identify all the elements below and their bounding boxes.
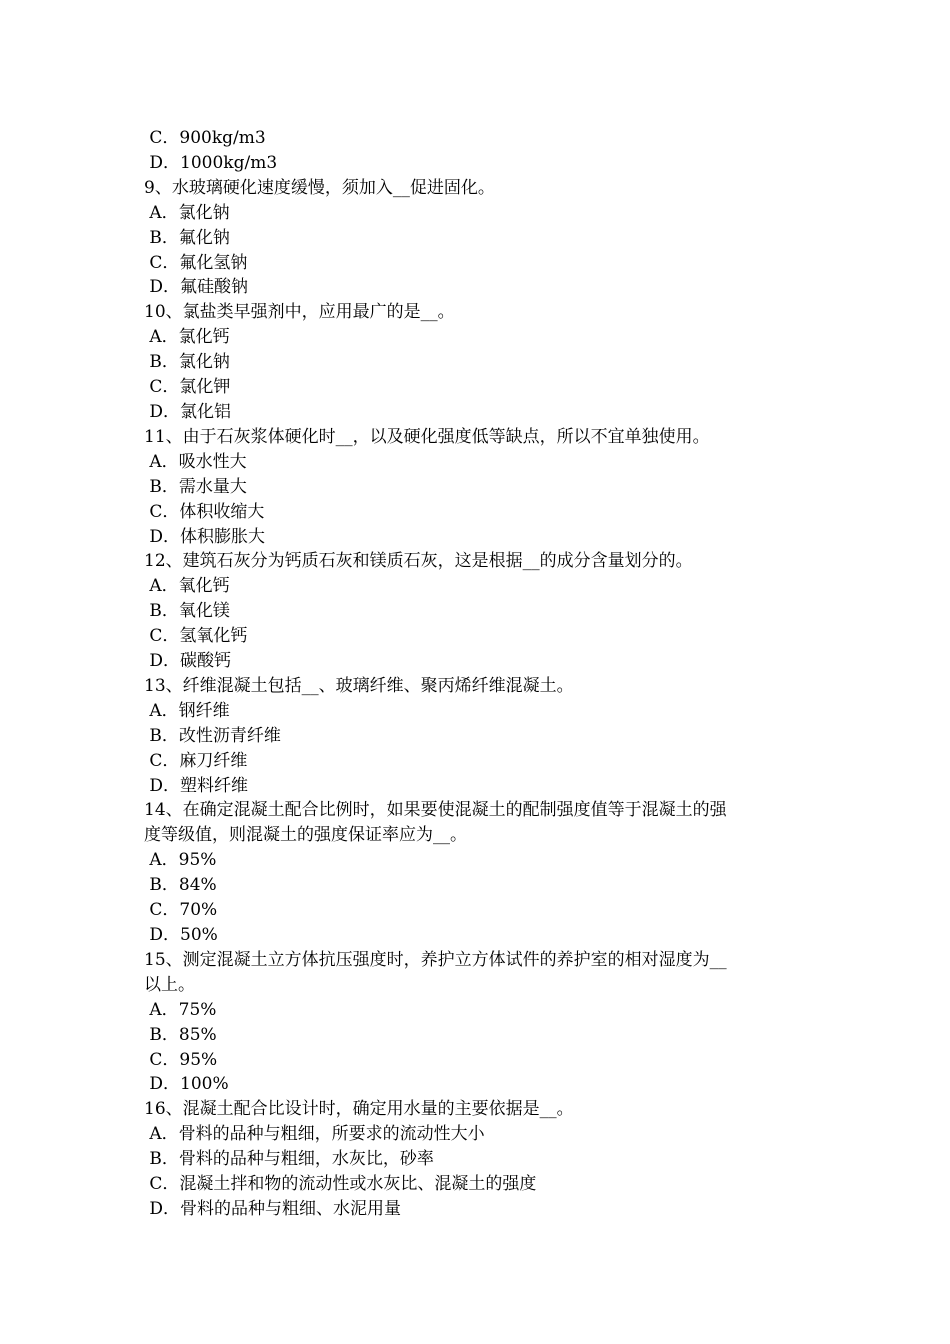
answer-option: A．氧化钙 (144, 576, 230, 597)
answer-option: C．体积收缩大 (144, 501, 265, 522)
answer-option: C．混凝土拌和物的流动性或水灰比、混凝土的强度 (144, 1174, 537, 1195)
answer-option: D．骨料的品种与粗细、水泥用量 (144, 1198, 402, 1219)
question-text: 10、氯盐类早强剂中，应用最广的是__。 (144, 302, 455, 323)
answer-option: B．氯化钠 (144, 352, 230, 373)
question-text: 度等级值，则混凝土的强度保证率应为__。 (144, 825, 467, 846)
answer-option: A．吸水性大 (144, 451, 247, 472)
question-text: 16、混凝土配合比设计时，确定用水量的主要依据是__。 (144, 1099, 574, 1120)
answer-option: D．100% (144, 1074, 229, 1095)
question-text: 13、纤维混凝土包括__、玻璃纤维、聚丙烯纤维混凝土。 (144, 675, 574, 696)
answer-option: D．1000kg/m3 (144, 152, 278, 173)
answer-option: A．氯化钠 (144, 202, 230, 223)
answer-option: A．骨料的品种与粗细，所要求的流动性大小 (144, 1124, 485, 1145)
answer-option: B．改性沥青纤维 (144, 725, 281, 746)
answer-option: C．氢氧化钙 (144, 626, 248, 647)
answer-option: B．需水量大 (144, 476, 247, 497)
answer-option: B．84% (144, 875, 217, 896)
answer-option: A．75% (144, 999, 217, 1020)
answer-option: C．70% (144, 900, 218, 921)
answer-option: A．95% (144, 850, 217, 871)
answer-option: C．氯化钾 (144, 377, 231, 398)
question-text: 14、在确定混凝土配合比例时，如果要使混凝土的配制强度值等于混凝土的强 (144, 800, 727, 821)
answer-option: B．骨料的品种与粗细，水灰比，砂率 (144, 1149, 434, 1170)
answer-option: D．氯化铝 (144, 401, 232, 422)
answer-option: C．95% (144, 1049, 218, 1070)
answer-option: D．体积膨胀大 (144, 526, 266, 547)
answer-option: D．氟硅酸钠 (144, 277, 249, 298)
answer-option: B．氧化镁 (144, 601, 230, 622)
answer-option: A．氯化钙 (144, 327, 230, 348)
question-text: 12、建筑石灰分为钙质石灰和镁质石灰，这是根据__的成分含量划分的。 (144, 551, 693, 572)
question-text: 11、由于石灰浆体硬化时__，以及硬化强度低等缺点，所以不宜单独使用。 (144, 426, 710, 447)
answer-option: C．氟化氢钠 (144, 252, 248, 273)
question-text: 15、测定混凝土立方体抗压强度时，养护立方体试件的养护室的相对湿度为__ (144, 949, 727, 970)
answer-option: C．麻刀纤维 (144, 750, 248, 771)
answer-option: D．50% (144, 925, 218, 945)
document-body (144, 126, 816, 1222)
question-text: 9、水玻璃硬化速度缓慢，须加入__促进固化。 (144, 177, 495, 198)
answer-option: A．钢纤维 (144, 700, 230, 721)
answer-option: C．900kg/m3 (144, 128, 266, 148)
answer-option: B．85% (144, 1024, 217, 1045)
answer-option: D．塑料纤维 (144, 775, 249, 796)
question-text: 以上。 (144, 974, 195, 995)
answer-option: B．氟化钠 (144, 227, 230, 248)
answer-option: D．碳酸钙 (144, 651, 232, 672)
